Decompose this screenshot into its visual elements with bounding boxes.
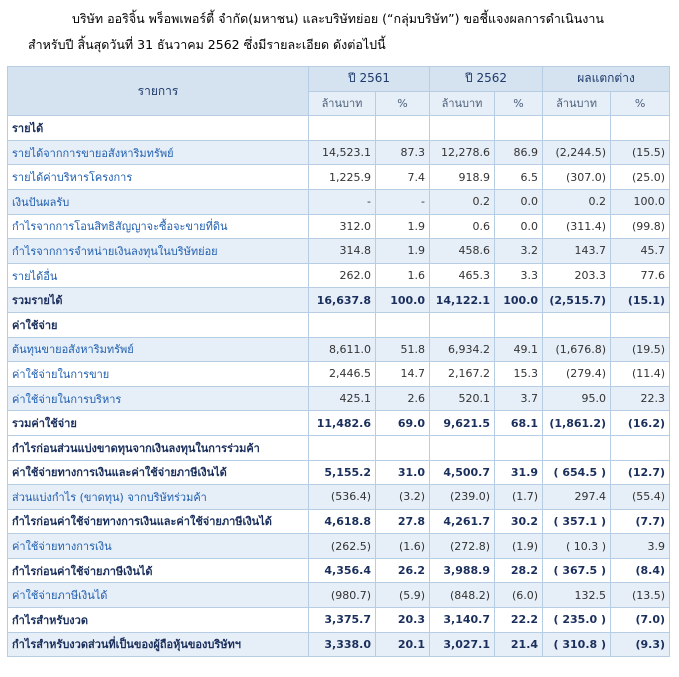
row-value: (12.7) [611,460,670,485]
row-value: 100.0 [611,189,670,214]
row-value: 4,261.7 [430,509,495,534]
table-row [8,140,670,165]
row-value: 203.3 [543,263,611,288]
table-row [8,189,670,214]
row-value [430,312,495,337]
row-label: ค่าใช้จ่ายในการบริหาร [8,386,309,411]
row-value: 27.8 [376,509,430,534]
row-value: 1.6 [376,263,430,288]
row-value: (1.7) [495,485,543,510]
row-value [611,435,670,460]
row-value: 2,167.2 [430,362,495,387]
row-value: (8.4) [611,558,670,583]
header-pct-2561: % [376,91,430,116]
row-value: ( 357.1 ) [543,509,611,534]
table-row [8,337,670,362]
row-value: 15.3 [495,362,543,387]
header-pct-diff: % [611,91,670,116]
row-value: 20.3 [376,608,430,633]
row-value: (7.0) [611,608,670,633]
row-value: 21.4 [495,632,543,657]
row-value: (11.4) [611,362,670,387]
row-value [611,116,670,141]
header-unit-2562: ล้านบาท [430,91,495,116]
row-value: (1.6) [376,534,430,559]
row-value [376,435,430,460]
row-value: 0.2 [543,189,611,214]
table-row [8,632,670,657]
row-value: (536.4) [309,485,376,510]
row-value: 3.7 [495,386,543,411]
row-value: 312.0 [309,214,376,239]
row-value: (19.5) [611,337,670,362]
row-value: ( 654.5 ) [543,460,611,485]
row-value: 12,278.6 [430,140,495,165]
row-value [495,312,543,337]
row-value: (1,676.8) [543,337,611,362]
row-value: 26.2 [376,558,430,583]
row-value: (311.4) [543,214,611,239]
row-label: กำไรสำหรับงวดส่วนที่เป็นของผู้ถือหุ้นของบริษัทฯ [8,632,309,657]
table-row [8,239,670,264]
table-row [8,558,670,583]
row-value: 9,621.5 [430,411,495,436]
table-row [8,362,670,387]
table-row [8,583,670,608]
row-value: 20.1 [376,632,430,657]
row-value: 100.0 [495,288,543,313]
row-value: 3,140.7 [430,608,495,633]
row-value: 31.0 [376,460,430,485]
row-value: - [309,189,376,214]
row-value: (980.7) [309,583,376,608]
row-value: 3,027.1 [430,632,495,657]
table-row [8,312,670,337]
row-value [376,116,430,141]
row-value: 1,225.9 [309,165,376,190]
row-label: รายได้อื่น [8,263,309,288]
row-value [495,435,543,460]
row-value: (15.5) [611,140,670,165]
row-value: 314.8 [309,239,376,264]
row-value: 3,338.0 [309,632,376,657]
row-value [430,116,495,141]
row-value: 100.0 [376,288,430,313]
row-value: (2,244.5) [543,140,611,165]
table-row [8,386,670,411]
row-label: รายได้ค่าบริหารโครงการ [8,165,309,190]
row-value: 45.7 [611,239,670,264]
row-value: 30.2 [495,509,543,534]
row-value: 2.6 [376,386,430,411]
row-value [430,435,495,460]
row-value: 465.3 [430,263,495,288]
row-value: (3.2) [376,485,430,510]
row-value: ( 10.3 ) [543,534,611,559]
row-value: (1,861.2) [543,411,611,436]
row-value: 14,523.1 [309,140,376,165]
row-value: (239.0) [430,485,495,510]
row-value [376,312,430,337]
row-value: 11,482.6 [309,411,376,436]
table-row [8,534,670,559]
row-value [309,312,376,337]
row-value: 458.6 [430,239,495,264]
row-value: (7.7) [611,509,670,534]
row-label: ต้นทุนขายอสังหาริมทรัพย์ [8,337,309,362]
table-row [8,288,670,313]
row-value: (99.8) [611,214,670,239]
row-value: 49.1 [495,337,543,362]
row-label: รวมค่าใช้จ่าย [8,411,309,436]
row-value: (262.5) [309,534,376,559]
table-row [8,116,670,141]
row-value [495,116,543,141]
table-row [8,411,670,436]
table-row [8,165,670,190]
row-value: 3.3 [495,263,543,288]
table-row [8,485,670,510]
header-year-2561: ปี 2561 [309,67,430,92]
row-value: 4,618.8 [309,509,376,534]
row-value: 1.9 [376,239,430,264]
row-value: 4,500.7 [430,460,495,485]
row-value: 3,988.9 [430,558,495,583]
intro-line-1: บริษัท ออริจิ้น พร็อพเพอร์ตี้ จำกัด(มหาชน) และบริษัทย่อย (“กลุ่มบริษัท”) ขอชี้แจงผลการดำเนินงาน [72,11,604,26]
row-value: - [376,189,430,214]
row-value [543,435,611,460]
row-label: กำไรจากการจำหน่ายเงินลงทุนในบริษัทย่อย [8,239,309,264]
row-value: 262.0 [309,263,376,288]
row-value: 143.7 [543,239,611,264]
row-value: 425.1 [309,386,376,411]
row-value: 3.2 [495,239,543,264]
row-value [543,116,611,141]
row-value: (5.9) [376,583,430,608]
row-value: 918.9 [430,165,495,190]
row-label: ค่าใช้จ่ายในการขาย [8,362,309,387]
header-pct-2562: % [495,91,543,116]
row-label: กำไรจากการโอนสิทธิสัญญาจะซื้อจะขายที่ดิน [8,214,309,239]
row-value: (16.2) [611,411,670,436]
row-value: (55.4) [611,485,670,510]
row-value: 6.5 [495,165,543,190]
row-value: 22.2 [495,608,543,633]
row-value: 4,356.4 [309,558,376,583]
row-value: 95.0 [543,386,611,411]
header-row-years [8,67,670,92]
row-label: เงินปันผลรับ [8,189,309,214]
row-value [309,116,376,141]
header-year-2562: ปี 2562 [430,67,543,92]
row-label: รายได้ [8,116,309,141]
row-label: ค่าใช้จ่ายทางการเงินและค่าใช้จ่ายภาษีเงินได้ [8,460,309,485]
row-value: ( 367.5 ) [543,558,611,583]
row-label: กำไรสำหรับงวด [8,608,309,633]
row-value: (2,515.7) [543,288,611,313]
header-unit-2561: ล้านบาท [309,91,376,116]
row-value: (1.9) [495,534,543,559]
row-value: (6.0) [495,583,543,608]
row-value: 86.9 [495,140,543,165]
row-value: (13.5) [611,583,670,608]
row-label: กำไรก่อนค่าใช้จ่ายภาษีเงินได้ [8,558,309,583]
table-row [8,460,670,485]
row-label: ค่าใช้จ่ายภาษีเงินได้ [8,583,309,608]
row-label: รวมรายได้ [8,288,309,313]
financial-results-table [7,66,670,657]
row-value [611,312,670,337]
row-value: 69.0 [376,411,430,436]
row-value: 16,637.8 [309,288,376,313]
row-value: 87.3 [376,140,430,165]
row-value: 8,611.0 [309,337,376,362]
row-value: 3.9 [611,534,670,559]
row-value: 0.6 [430,214,495,239]
row-value: 1.9 [376,214,430,239]
table-row [8,435,670,460]
row-value: 0.2 [430,189,495,214]
row-value: 3,375.7 [309,608,376,633]
header-unit-diff: ล้านบาท [543,91,611,116]
table-row [8,214,670,239]
row-label: ส่วนแบ่งกำไร (ขาดทุน) จากบริษัทร่วมค้า [8,485,309,510]
row-value [309,435,376,460]
row-value: 0.0 [495,189,543,214]
row-value: 51.8 [376,337,430,362]
row-value: (9.3) [611,632,670,657]
row-value: 0.0 [495,214,543,239]
row-value: (25.0) [611,165,670,190]
row-value: 520.1 [430,386,495,411]
table-row [8,509,670,534]
row-value: 5,155.2 [309,460,376,485]
header-difference: ผลแตกต่าง [543,67,670,92]
row-value: (307.0) [543,165,611,190]
row-value: 31.9 [495,460,543,485]
row-label: กำไรก่อนค่าใช้จ่ายทางการเงินและค่าใช้จ่ายภาษีเงินได้ [8,509,309,534]
row-value: 2,446.5 [309,362,376,387]
row-value: ( 310.8 ) [543,632,611,657]
row-label: รายได้จากการขายอสังหาริมทรัพย์ [8,140,309,165]
row-label: ค่าใช้จ่ายทางการเงิน [8,534,309,559]
row-value: 297.4 [543,485,611,510]
row-value: 14.7 [376,362,430,387]
intro-paragraph [0,0,679,58]
row-value: 6,934.2 [430,337,495,362]
table-row [8,608,670,633]
intro-line-2: สำหรับปี สิ้นสุดวันที่ 31 ธันวาคม 2562 ซึ่งมีรายละเอียด ดังต่อไปนี้ [28,37,386,52]
row-value: (15.1) [611,288,670,313]
row-value: 22.3 [611,386,670,411]
row-value: (279.4) [543,362,611,387]
row-value: 132.5 [543,583,611,608]
row-value [543,312,611,337]
row-value: 77.6 [611,263,670,288]
header-item: รายการ [8,67,309,116]
row-label: ค่าใช้จ่าย [8,312,309,337]
row-value: 14,122.1 [430,288,495,313]
row-value: (272.8) [430,534,495,559]
row-value: (848.2) [430,583,495,608]
table-row [8,263,670,288]
row-value: 7.4 [376,165,430,190]
row-value: 28.2 [495,558,543,583]
row-value: ( 235.0 ) [543,608,611,633]
row-value: 68.1 [495,411,543,436]
row-label: กำไรก่อนส่วนแบ่งขาดทุนจากเงินลงทุนในการร่วมค้า [8,435,309,460]
